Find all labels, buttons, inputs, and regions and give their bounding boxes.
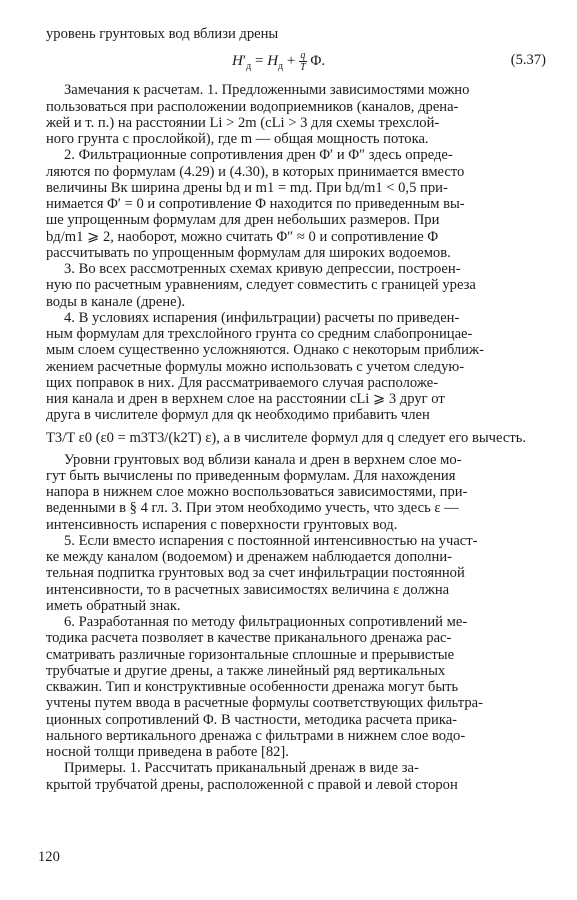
paragraph-groundwater-levels xyxy=(46,452,550,533)
remark-5-line-3: тельная подпитка грунтовых вод за счет инфильтрации постоянной xyxy=(46,565,465,582)
gw-line-4: веденными в § 4 гл. 3. При этом необходимо учесть, что здесь ε — xyxy=(46,500,459,517)
examples-line-2: крытой трубчатой дрены, расположенной с правой и левой сторон xyxy=(46,776,458,793)
gw-line-1: Уровни грунтовых вод вблизи канала и дрен в верхнем слое мо- xyxy=(64,451,462,468)
remark-6-line-3: сматривать различные горизонтальные сплошные и прерывистые xyxy=(46,646,455,663)
page-number: 120 xyxy=(38,849,60,865)
gw-line-5: интенсивность испарения с поверхности грунтовых вод. xyxy=(46,516,398,533)
remark-2-line-5: ше упрощенным формулам для дрен небольших размеров. При xyxy=(46,212,440,229)
gw-line-2: гут быть вычислены по приведенным формулам. Для нахождения xyxy=(46,467,456,484)
remark-3-line-2: ную по расчетным уравнениям, следует совместить с границей уреза xyxy=(46,277,476,294)
remark-1-line-4: ного грунта с прослойкой), где m — общая мощность потока. xyxy=(46,131,429,147)
remark-4-line-8: T3/T ε0 (ε0 = m3T3/(k2T) ε), а в числителе формул для q следует его вычесть. xyxy=(46,429,526,446)
remark-5-line-2: ке между каналом (водоемом) и дренажем наблюдается дополни- xyxy=(46,549,453,565)
examples-paragraph xyxy=(46,760,550,793)
remark-4-line-5: щих поправок в них. Для рассматриваемого случая расположе- xyxy=(46,374,439,391)
remark-4-line-2: ным формулам для трехслойного грунта со средним слабопроницае- xyxy=(46,326,473,342)
remark-6-line-2: тодика расчета позволяет в качестве приканального дренажа рас- xyxy=(46,630,452,647)
remark-4-line-4: жением расчетные формулы можно использовать с учетом следую- xyxy=(46,358,465,375)
remark-6-line-9: носной толщи приведена в работе [82]. xyxy=(46,744,289,760)
remark-4-line-6: ния канала и дрен в верхнем слое на расстоянии cLi ⩾ 3 друг от xyxy=(46,391,445,407)
remark-2-line-6: bд/m1 ⩾ 2, наоборот, можно считать Φ″ ≈ 0 и сопротивление Φ xyxy=(46,228,439,245)
equation-number: (5.37) xyxy=(510,52,546,69)
remark-5 xyxy=(46,533,550,614)
remark-1-line-1: Замечания к расчетам. 1. Предложенными зависимостями можно xyxy=(64,82,470,99)
remark-6 xyxy=(46,614,550,760)
remark-6-line-7: ционных сопротивлений Φ. В частности, методика расчета прика- xyxy=(46,711,458,728)
remark-5-line-1: 5. Если вместо испарения с постоянной интенсивностью на участ- xyxy=(64,532,478,549)
remark-1-line-2: пользоваться при расположении водоприемников (каналов, дрена- xyxy=(46,98,459,115)
remark-6-line-8: нального вертикального дренажа с фильтрами в нижнем слое водо- xyxy=(46,727,466,744)
remark-4-line-3: мым слоем существенно усложняются. Однако с некоторым приближ- xyxy=(46,342,484,359)
examples-line-1: Примеры. 1. Рассчитать приканальный дренаж в виде за- xyxy=(64,760,419,777)
remark-2 xyxy=(46,147,550,261)
page-body xyxy=(46,26,550,793)
gw-line-3: напора в нижнем слое можно воспользоваться зависимостями, при- xyxy=(46,484,468,500)
remark-6-line-4: трубчатые и другие дрены, а также линейный ряд вертикальных xyxy=(46,662,446,679)
remark-2-line-2: ляются по формулам (4.29) и (4.30), в которых принимается вместо xyxy=(46,163,465,180)
remark-6-line-6: учтены путем ввода в расчетные формулы соответствующих фильтра- xyxy=(46,695,483,712)
remark-2-line-1: 2. Фильтрационные сопротивления дрен Φ′ и Φ″ здесь опреде- xyxy=(64,147,453,164)
remark-1-line-3: жей и т. п.) на расстоянии Li > 2m (cLi > 3 для схемы трехслой- xyxy=(46,114,440,131)
remark-6-line-1: 6. Разработанная по методу фильтрационных сопротивлений ме- xyxy=(64,614,468,630)
remark-2-line-3: величины Bк ширина дрены bд и m1 = mд. При bд/m1 < 0,5 при- xyxy=(46,179,448,196)
remark-3 xyxy=(46,261,550,310)
remark-6-line-5: скважин. Тип и конструктивные особенности дренажа могут быть xyxy=(46,679,459,695)
remark-5-line-4: интенсивности, то в расчетных зависимостях величина ε должна xyxy=(46,581,450,598)
remark-3-line-1: 3. Во всех рассмотренных схемах кривую депрессии, построен- xyxy=(64,261,461,277)
formula-fraction: $\frac{q}{T}$ xyxy=(300,50,306,74)
intro-line: уровень грунтовых вод вблизи дрены xyxy=(46,26,279,42)
remark-4-line-7: друга в числителе формул для qк необходимо прибавить член xyxy=(46,407,430,424)
remark-2-line-7: рассчитывать по упрощенным формулам для широких водоемов. xyxy=(46,244,451,261)
remark-3-line-3: воды в канале (дрене). xyxy=(46,293,186,310)
remark-5-line-5: иметь обратный знак. xyxy=(46,597,181,614)
remark-4-line-1: 4. В условиях испарения (инфильтрации) расчеты по приведен- xyxy=(64,309,460,326)
remark-2-line-4: нимается Φ′ = 0 и сопротивление Φ находится по приведенным вы- xyxy=(46,196,465,212)
formula-5-37 xyxy=(46,44,550,82)
remark-4 xyxy=(46,310,550,450)
formula-expression: $H'_д = H_д$ + $\frac{q}{T}$ Φ. xyxy=(232,50,326,74)
remark-1 xyxy=(46,82,550,147)
